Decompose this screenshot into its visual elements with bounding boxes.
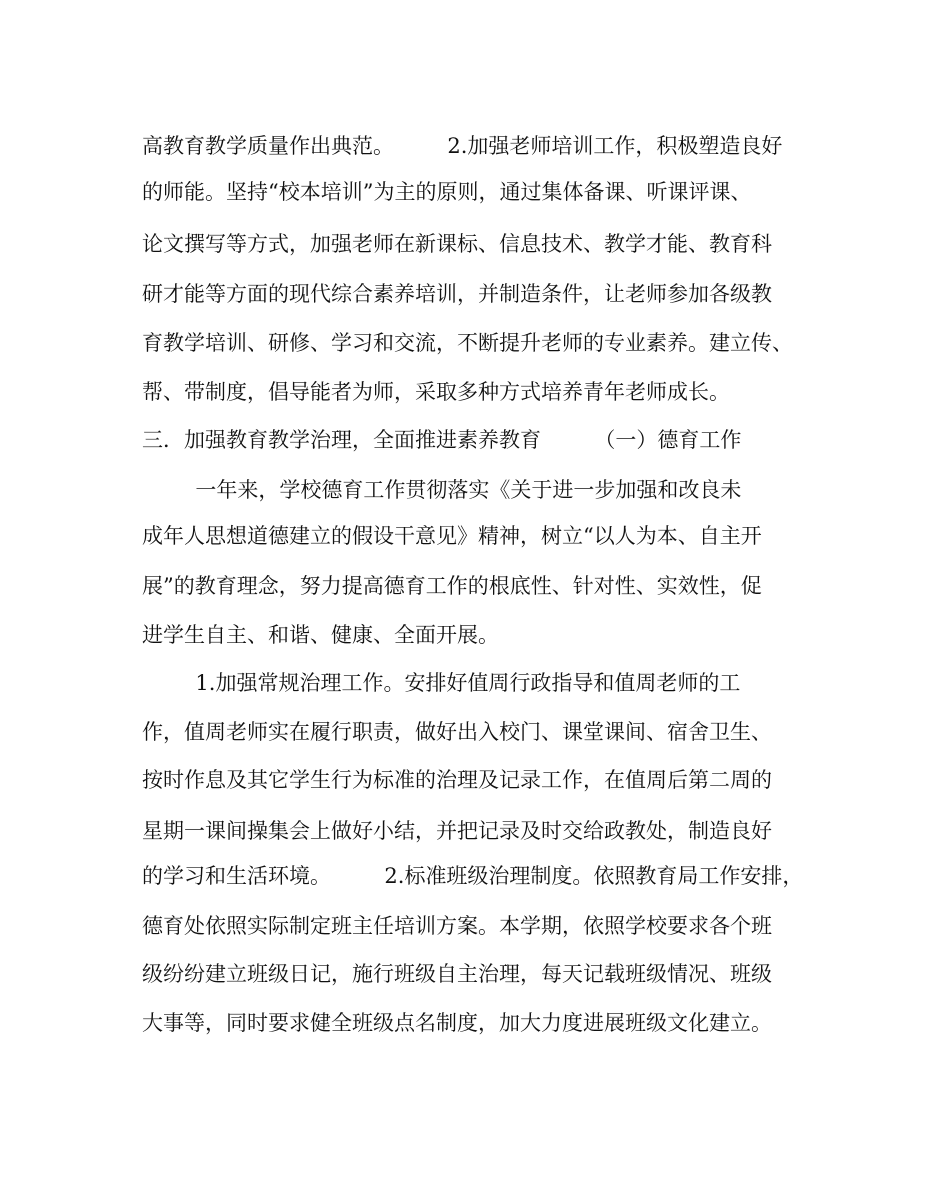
text-line: 的师能。坚持“校本培训”为主的原则，通过集体备课、听课评课、 [142,180,752,204]
text-line: 帮、带制度，倡导能者为师，采取多种方式培养青年老师成长。 [142,380,730,404]
text-line: 星期一课间操集会上做好小结，并把记录及时交给政教处，制造良好 [142,819,772,843]
text-line: 的学习和生活环境。 2.标准班级治理制度。依照教育局工作安排， [142,864,804,888]
text-line: 1.加强常规治理工作。安排好值周行政指导和值周老师的工 [142,671,741,695]
text-line: 一年来，学校德育工作贯彻落实《关于进一步加强和改良未 [142,478,742,502]
text-line: 德育处依照实际制定班主任培训方案。本学期，依照学校要求各个班 [142,914,772,938]
text-line: 作，值周老师实在履行职责，做好出入校门、课堂课间、宿舍卫生、 [142,720,772,744]
text-line: 高教育教学质量作出典范。 2.加强老师培训工作，积极塑造良好 [142,134,783,158]
text-line: 育教学培训、研修、学习和交流，不断提升老师的专业素养。建立传、 [142,331,793,355]
text-line: 进学生自主、和谐、健康、全面开展。 [142,623,499,647]
text-line: 按时作息及其它学生行为标准的治理及记录工作，在值周后第二周的 [142,768,772,792]
section-heading: 三．加强教育教学治理，全面推进素养教育 （一）德育工作 [142,428,742,452]
text-line: 论文撰写等方式，加强老师在新课标、信息技术、教学才能、教育科 [142,232,772,256]
text-line: 成年人思想道德建立的假设干意见》精神，树立“以人为本、自主开 [142,524,762,548]
text-line: 展”的教育理念，努力提高德育工作的根底性、针对性、实效性，促 [142,574,762,598]
text-line: 级纷纷建立班级日记，施行班级自主治理，每天记载班级情况、班级 [142,962,772,986]
text-line: 研才能等方面的现代综合素养培训，并制造条件，让老师参加各级教 [142,282,772,306]
text-line: 大事等，同时要求健全班级点名制度，加大力度进展班级文化建立。 [142,1011,772,1035]
